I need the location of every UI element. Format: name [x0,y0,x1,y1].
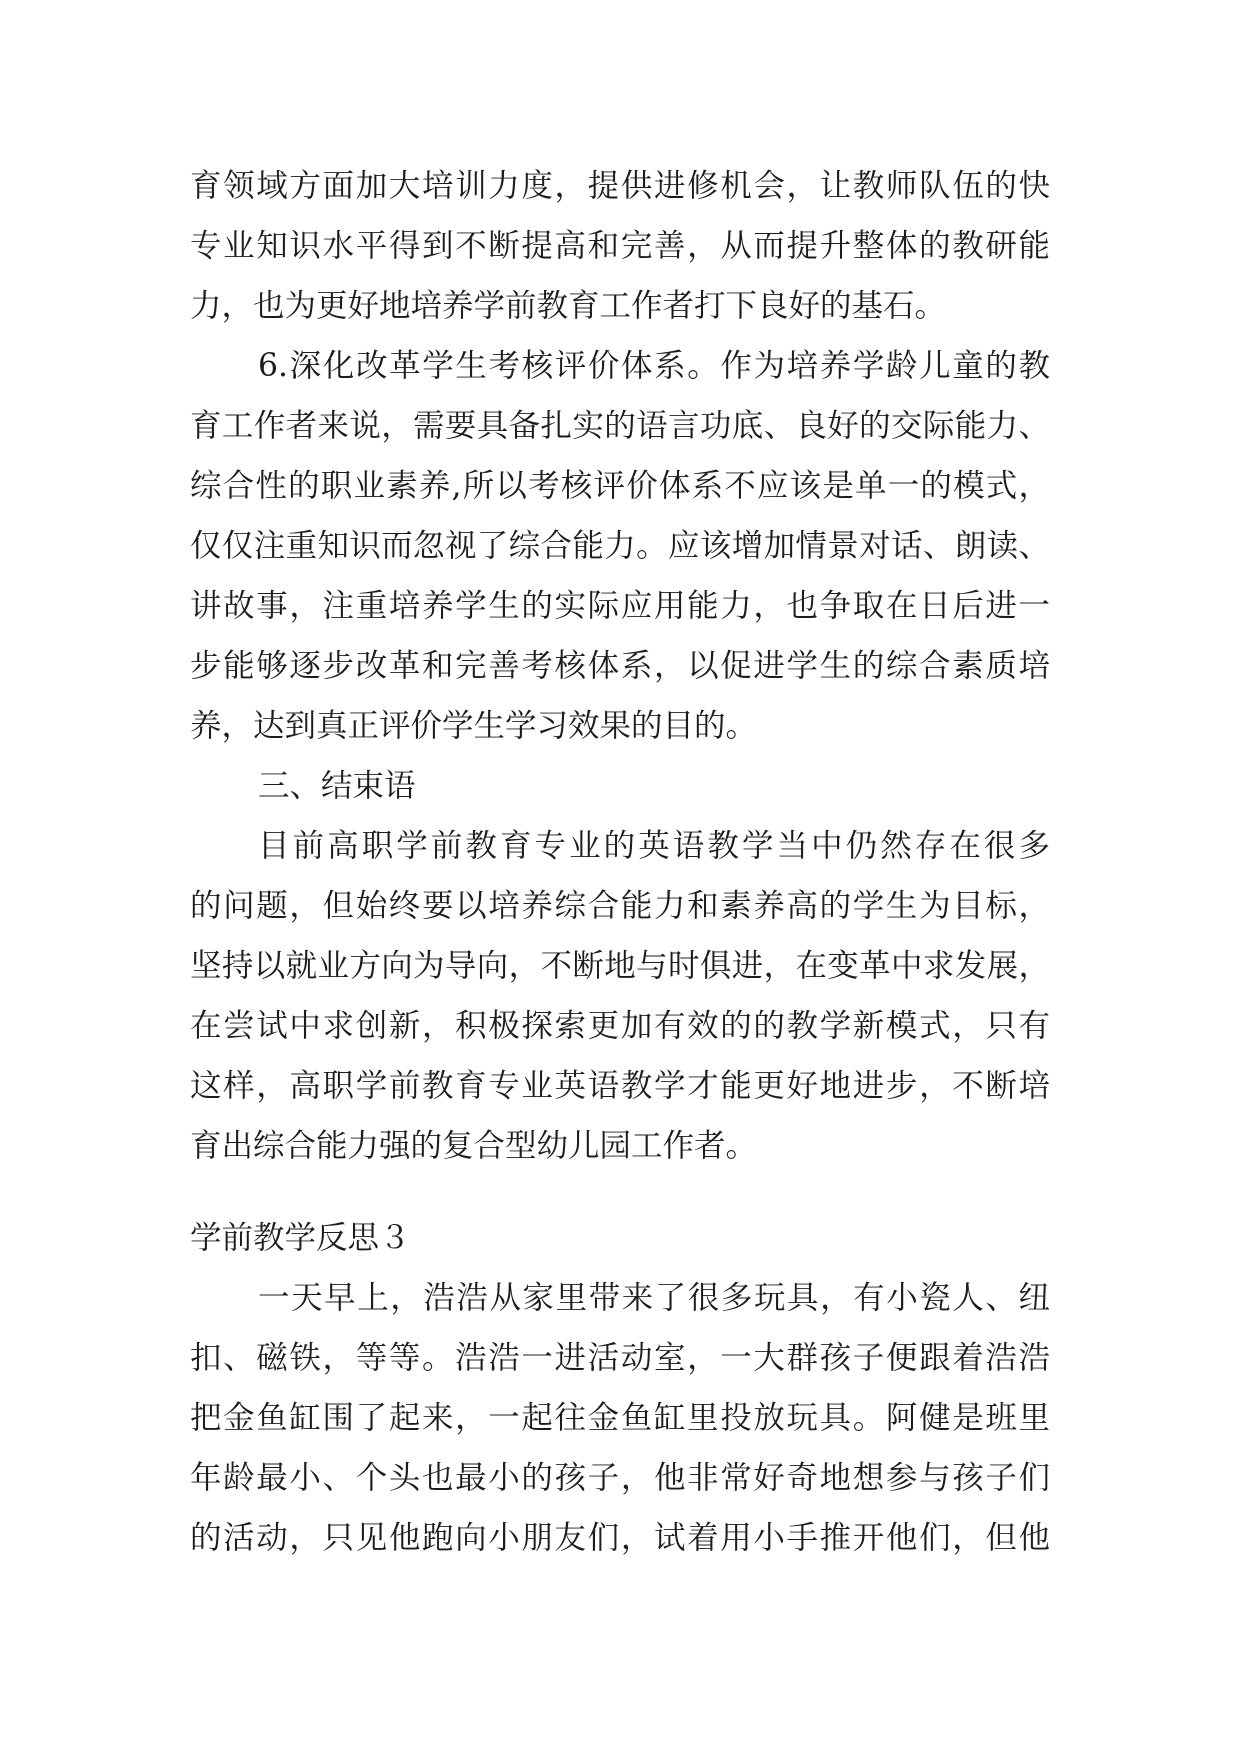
text-line-content: 这样，高职学前教育专业英语教学才能更好地进步，不断培 [190,1068,1050,1104]
section-heading-text: 三、结束语 [258,768,416,804]
text-line-content: 扣、磁铁，等等。浩浩一进活动室，一大群孩子便跟着浩浩 [190,1340,1050,1376]
text-line-content: 步能够逐步改革和完善考核体系，以促进学生的综合素质培 [190,648,1050,684]
text-line-content: 把金鱼缸围了起来，一起往金鱼缸里投放玩具。阿健是班里 [190,1400,1050,1436]
text-line-content: 目前高职学前教育专业的英语教学当中仍然存在很多 [258,828,1050,864]
text-line-content: 在尝试中求创新，积极探索更加有效的的教学新模式，只有 [190,1008,1050,1044]
text-line-content: 的问题，但始终要以培养综合能力和素养高的学生为目标， [190,888,1050,924]
text-line-content: 6.深化改革学生考核评价体系。作为培养学龄儿童的教 [258,348,1050,384]
text-line-content: 专业知识水平得到不断提高和完善，从而提升整体的教研能 [190,228,1050,264]
text-line-content: 坚持以就业方向为导向，不断地与时俱进，在变革中求发展， [190,948,1050,984]
text-line-content: 育工作者来说，需要具备扎实的语言功底、良好的交际能力、 [190,408,1050,444]
text-line-content: 力，也为更好地培养学前教育工作者打下良好的基石。 [190,288,947,324]
text-line-content: 的活动，只见他跑向小朋友们，试着用小手推开他们，但他 [190,1520,1050,1556]
text-line-content: 育出综合能力强的复合型幼儿园工作者。 [190,1128,758,1164]
text-line-content: 养，达到真正评价学生学习效果的目的。 [190,708,758,744]
text-line-content: 年龄最小、个头也最小的孩子，他非常好奇地想参与孩子们 [190,1460,1050,1496]
text-line-content: 一天早上，浩浩从家里带来了很多玩具，有小瓷人、纽 [258,1280,1050,1316]
text-line-content: 仅仅注重知识而忽视了综合能力。应该增加情景对话、朗读、 [190,528,1050,564]
text-line-content: 讲故事，注重培养学生的实际应用能力，也争取在日后进一 [190,588,1050,624]
article-title-text: 学前教学反思３ [190,1220,411,1256]
text-line-content: 综合性的职业素养,所以考核评价体系不应该是单一的模式， [190,468,1050,504]
text-line-content: 育领域方面加大培训力度，提供进修机会，让教师队伍的快 [190,168,1050,204]
